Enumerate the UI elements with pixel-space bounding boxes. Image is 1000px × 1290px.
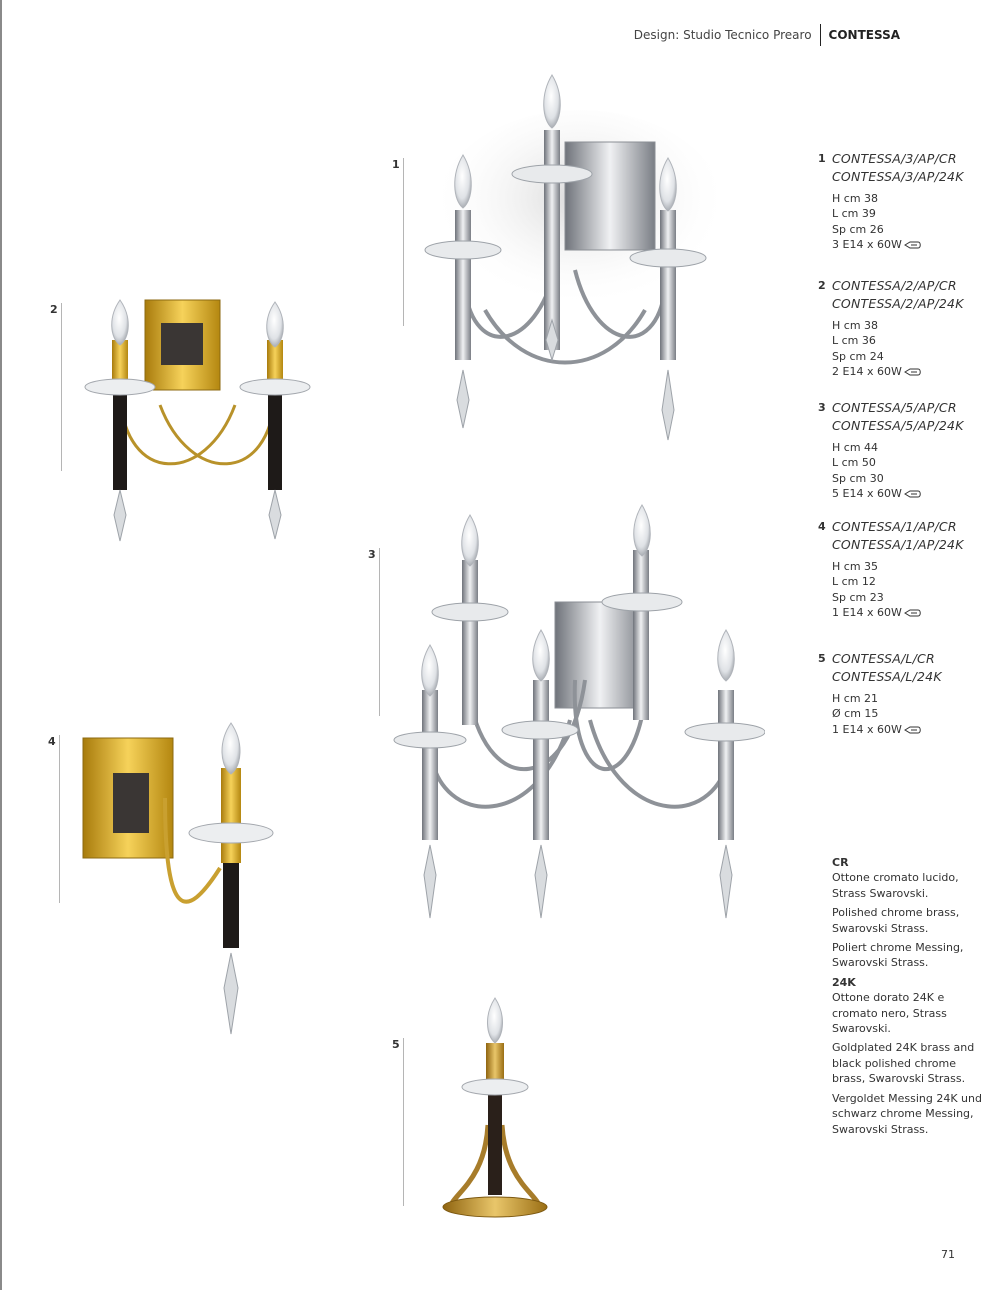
spec-code: CONTESSA/3/AP/CR — [832, 151, 957, 166]
spec-dim-depth: Sp cm 24 — [832, 349, 884, 363]
product-spec-1 — [818, 150, 988, 253]
finish-desc-it: Ottone cromato lucido, Strass Swarovski. — [832, 871, 959, 900]
page-edge-rule — [0, 0, 2, 1290]
spec-dim-height: H cm 38 — [832, 192, 879, 205]
spec-codes — [832, 277, 988, 313]
bulb-icon — [904, 726, 922, 734]
product-spec-5 — [818, 650, 988, 737]
spec-dim-depth: Sp cm 23 — [832, 590, 884, 604]
spec-dim-height: H cm 44 — [832, 441, 879, 454]
designer-credit: Design: Studio Tecnico Prearo — [633, 28, 812, 42]
bulb-icon — [904, 490, 922, 498]
spec-dim-length: L cm 12 — [832, 575, 876, 589]
photo-rule-3 — [379, 548, 380, 716]
spec-codes — [832, 399, 988, 435]
collection-name: CONTESSA — [828, 28, 900, 42]
finish-desc-en: Polished chrome brass, Swarovski Strass. — [832, 906, 960, 935]
spec-dim-depth: Sp cm 26 — [832, 222, 884, 236]
finish-desc-it: Ottone dorato 24K e cromato nero, Strass Swarovski. — [832, 991, 947, 1036]
spec-lamps-row — [832, 722, 988, 737]
spec-code: CONTESSA/2/AP/24K — [832, 296, 964, 311]
bulb-icon — [904, 368, 922, 376]
spec-dimensions — [832, 191, 988, 253]
finish-desc-de: Poliert chrome Messing, Swarovski Strass. — [832, 941, 964, 970]
spec-dimensions — [832, 318, 988, 380]
spec-lamps-row — [832, 364, 988, 379]
photo-rule-1 — [403, 158, 404, 326]
spec-number: 2 — [818, 279, 826, 292]
spec-lamps: 1 E14 x 60W — [832, 722, 902, 736]
spec-lamps-row — [832, 605, 988, 620]
bulb-icon — [904, 609, 922, 617]
spec-dim-length: L cm 50 — [832, 456, 876, 470]
bulb-icon — [904, 241, 922, 249]
spec-codes — [832, 518, 988, 554]
header-separator — [820, 24, 821, 46]
product-photo-4 — [75, 718, 285, 1038]
spec-code: CONTESSA/L/24K — [832, 669, 942, 684]
spec-code: CONTESSA/3/AP/24K — [832, 169, 964, 184]
spec-lamps: 2 E14 x 60W — [832, 365, 902, 379]
spec-number: 3 — [818, 401, 826, 414]
spec-code: CONTESSA/L/CR — [832, 651, 935, 666]
spec-code: CONTESSA/2/AP/CR — [832, 278, 957, 293]
spec-dimensions — [832, 691, 988, 737]
spec-lamps: 3 E14 x 60W — [832, 238, 902, 252]
product-photo-1 — [415, 70, 720, 445]
photo-rule-4 — [59, 735, 60, 903]
product-spec-4 — [818, 518, 988, 621]
spec-dim-height: H cm 38 — [832, 319, 879, 332]
photo-label-4: 4 — [48, 735, 56, 748]
finish-desc-en: Goldplated 24K brass and black polished chrome brass, Swarovski Strass. — [832, 1041, 975, 1086]
spec-lamps: 5 E14 x 60W — [832, 487, 902, 501]
spec-dimensions — [832, 559, 988, 621]
photo-label-5: 5 — [392, 1038, 400, 1051]
product-photo-2 — [75, 295, 320, 545]
product-spec-2 — [818, 277, 988, 380]
spec-code: CONTESSA/5/AP/CR — [832, 400, 957, 415]
spec-dim-length: L cm 39 — [832, 207, 876, 221]
spec-lamps: 1 E14 x 60W — [832, 606, 902, 620]
product-photo-5 — [440, 995, 550, 1220]
spec-dim-height: H cm 21 — [832, 692, 879, 705]
photo-label-1: 1 — [392, 158, 400, 171]
spec-lamps-row — [832, 486, 988, 501]
spec-number: 5 — [818, 652, 826, 665]
finishes-legend — [832, 855, 982, 1141]
photo-label-3: 3 — [368, 548, 376, 561]
spec-codes — [832, 650, 988, 686]
photo-rule-2 — [61, 303, 62, 471]
spec-dim-length: L cm 36 — [832, 334, 876, 348]
finish-code-cr: CR — [832, 856, 849, 869]
spec-dim-diameter: Ø cm 15 — [832, 707, 879, 721]
spec-number: 1 — [818, 152, 826, 165]
spec-code: CONTESSA/1/AP/24K — [832, 537, 964, 552]
photo-rule-5 — [403, 1038, 404, 1206]
spec-dim-depth: Sp cm 30 — [832, 471, 884, 485]
spec-lamps-row — [832, 237, 988, 252]
page-header — [634, 24, 900, 46]
finish-code-24k: 24K — [832, 975, 856, 989]
spec-codes — [832, 150, 988, 186]
spec-code: CONTESSA/1/AP/CR — [832, 519, 957, 534]
spec-code: CONTESSA/5/AP/24K — [832, 418, 964, 433]
photo-label-2: 2 — [50, 303, 58, 316]
spec-dimensions — [832, 440, 988, 502]
page-number: 71 — [941, 1248, 955, 1261]
finish-desc-de: Vergoldet Messing 24K und schwarz chrome Messing, Swarovski Strass. — [832, 1091, 982, 1136]
product-photo-3 — [390, 500, 765, 925]
spec-dim-height: H cm 35 — [832, 560, 879, 573]
spec-number: 4 — [818, 520, 826, 533]
product-spec-3 — [818, 399, 988, 502]
